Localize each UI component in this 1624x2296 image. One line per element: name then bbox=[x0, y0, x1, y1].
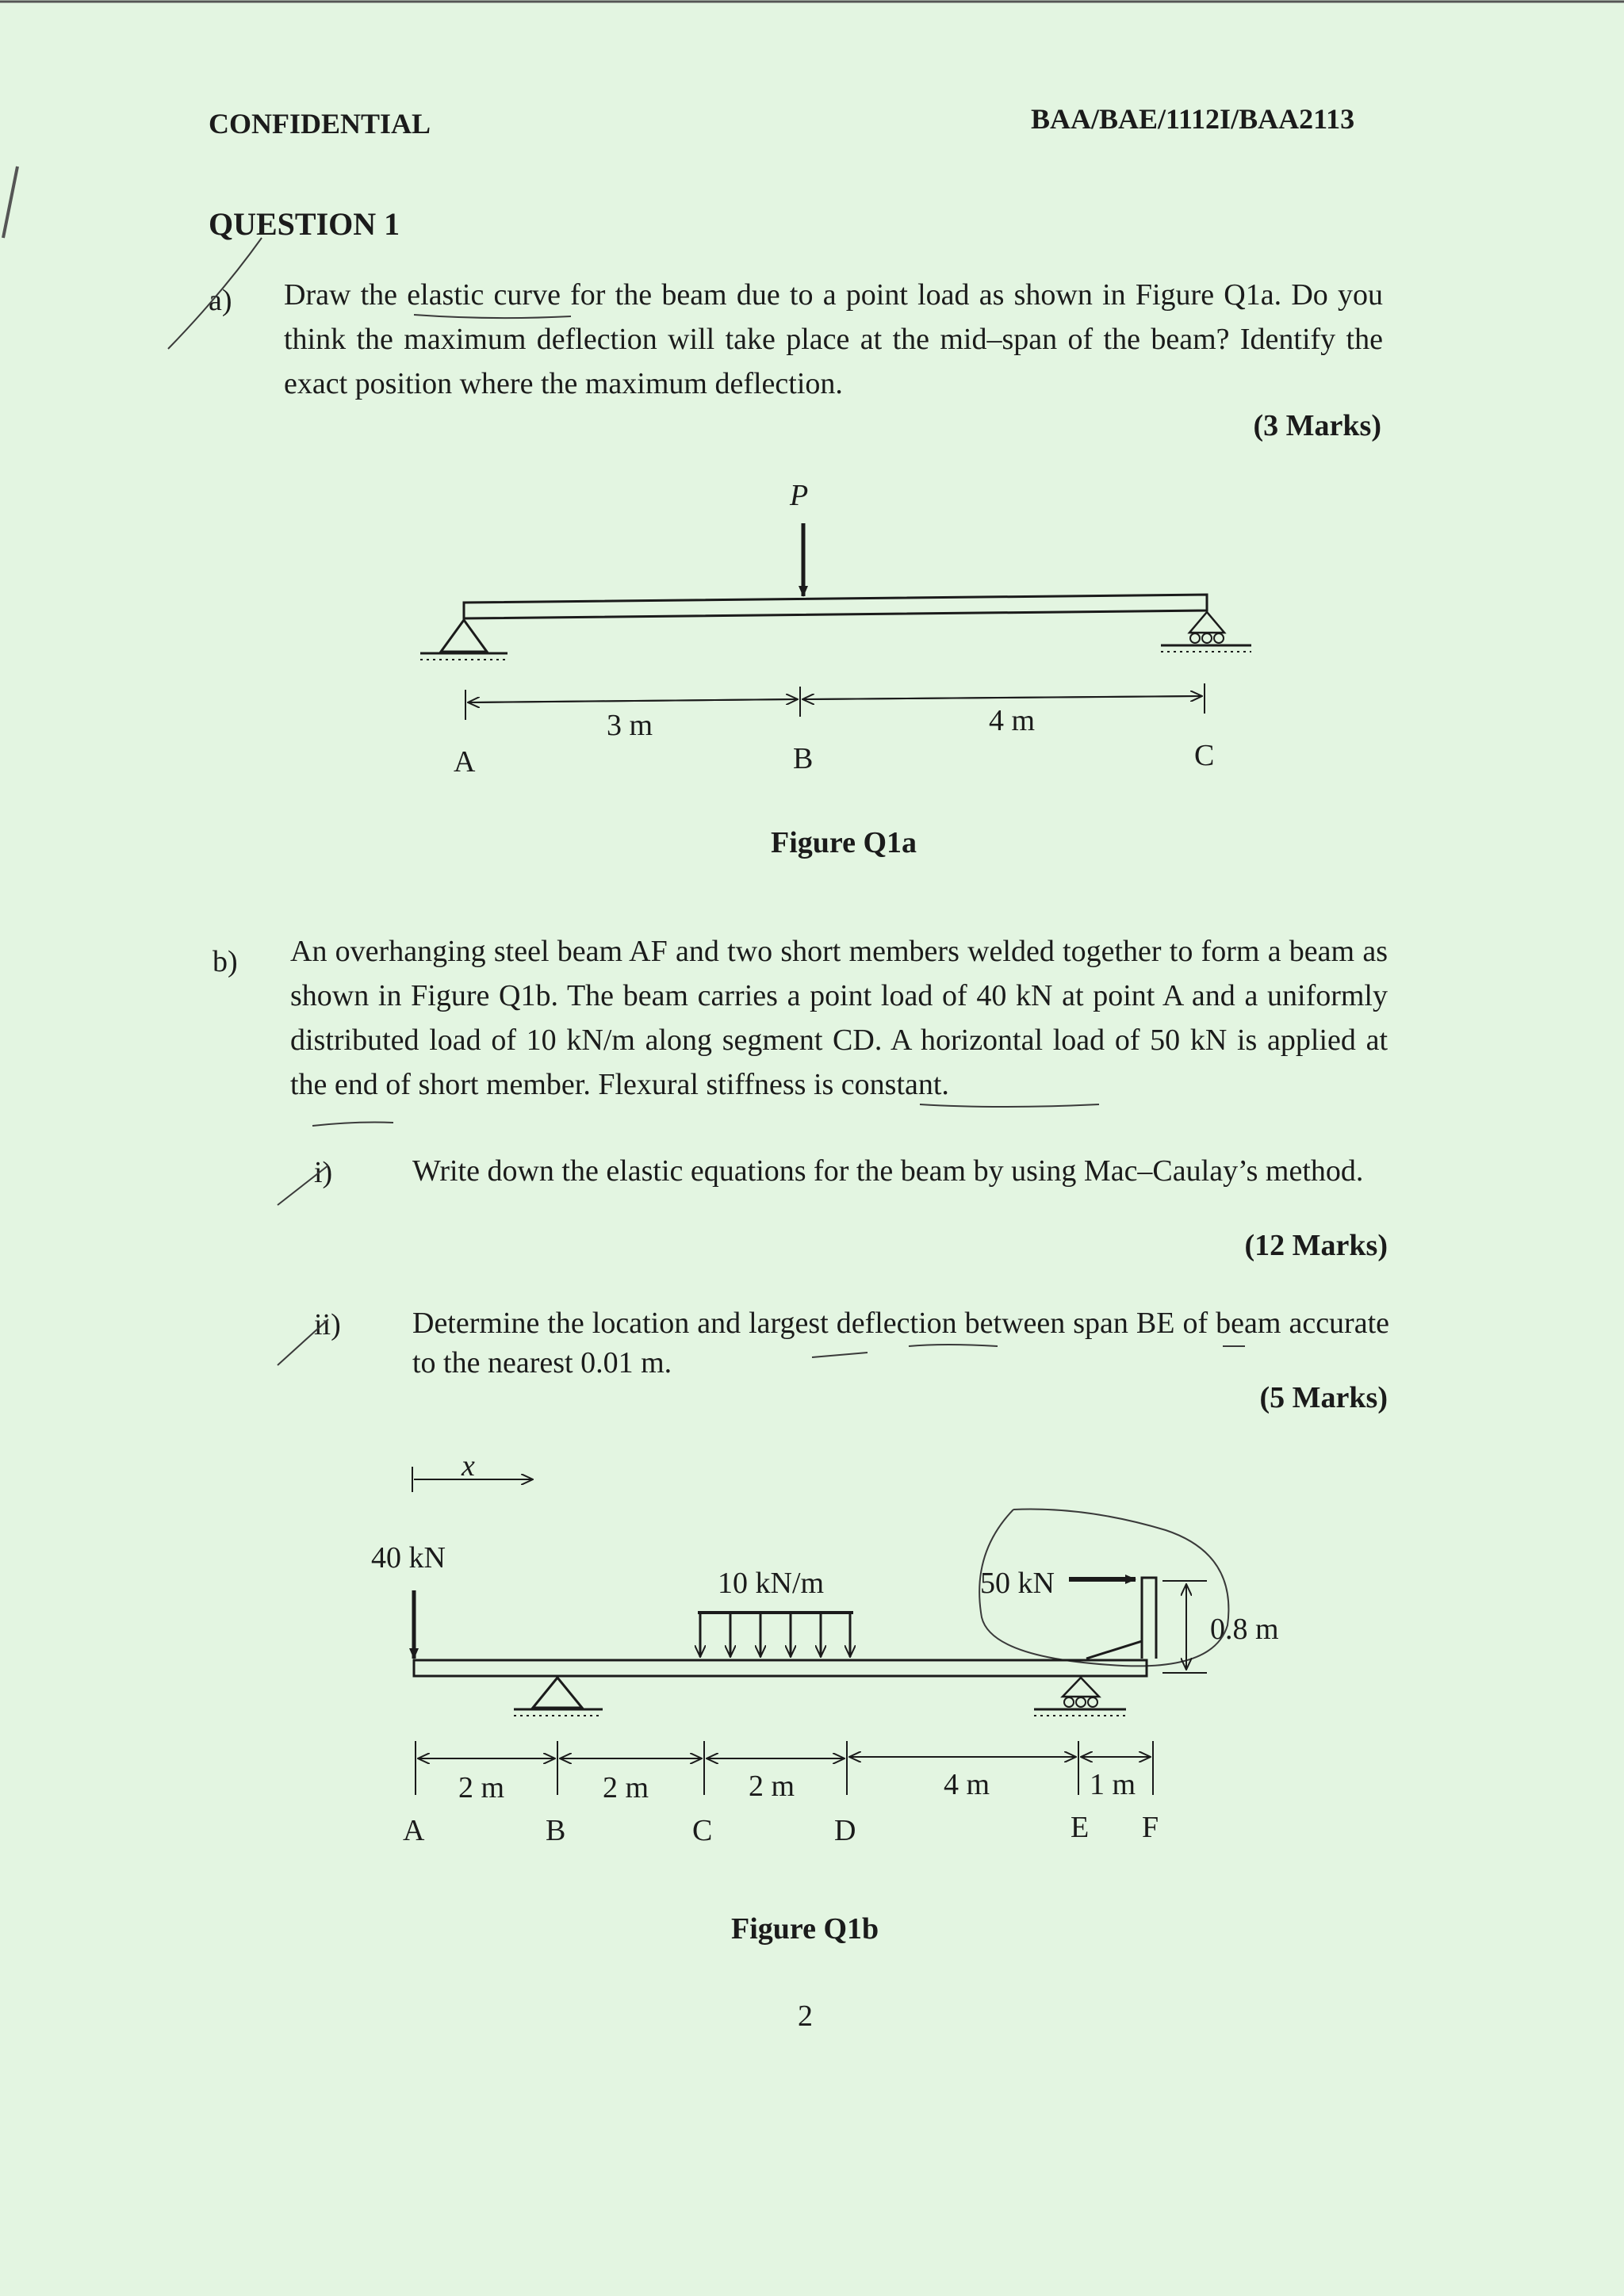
point-a-b-label: A bbox=[403, 1814, 425, 1847]
short-members bbox=[1086, 1578, 1156, 1659]
dim-bc-label: 2 m bbox=[603, 1771, 649, 1804]
beam-q1a bbox=[464, 595, 1207, 618]
udl-label: 10 kN/m bbox=[718, 1567, 825, 1600]
point-b-label: B bbox=[793, 742, 814, 775]
part-b-text: An overhanging steel beam AF and two short members welded together to form a beam as shown in Figure Q1b. The beam carries a point load of 40 kN at point A and a uniformly distributed load of 10 kN/m along segment CD. A horizontal load of 50 kN is applied at the end of short member. Flexural stiffness is constant. bbox=[290, 935, 1388, 1101]
dim-ab-label: 2 m bbox=[458, 1771, 505, 1804]
part-a-label: a) bbox=[209, 284, 232, 317]
sub-i-text: Write down the elastic equations for the beam by using Mac–Caulay’s method. bbox=[412, 1154, 1364, 1188]
question-title: QUESTION 1 bbox=[209, 206, 400, 242]
figure-q1a-caption: Figure Q1a bbox=[771, 826, 917, 859]
dim-3m-label: 3 m bbox=[607, 709, 653, 742]
point-c-label: C bbox=[1194, 739, 1215, 772]
figure-q1b bbox=[412, 1467, 1207, 1795]
sub-ii-text: Determine the location and largest deflection between span BE of beam accurate to the nearest 0.01 m. bbox=[412, 1307, 1389, 1380]
pin-support-a bbox=[441, 620, 487, 652]
height-label: 0.8 m bbox=[1210, 1613, 1279, 1646]
point-load-label: 40 kN bbox=[371, 1541, 446, 1575]
pen-marks bbox=[168, 238, 1245, 1666]
dim-ef-label: 1 m bbox=[1090, 1768, 1136, 1801]
sub-ii-label: ii) bbox=[314, 1308, 341, 1341]
page-number: 2 bbox=[798, 1999, 813, 2033]
point-a-label: A bbox=[454, 745, 476, 779]
horizontal-load-label: 50 kN bbox=[980, 1567, 1055, 1600]
sub-i-label: i) bbox=[314, 1156, 333, 1189]
x-axis-label: x bbox=[462, 1449, 475, 1483]
dim-4m-label: 4 m bbox=[989, 704, 1036, 737]
beam-af bbox=[414, 1660, 1147, 1676]
sub-ii-marks: (5 Marks) bbox=[1259, 1381, 1388, 1414]
dim-de-label: 4 m bbox=[944, 1768, 990, 1801]
pin-support-b bbox=[533, 1678, 582, 1708]
part-a-marks: (3 Marks) bbox=[1253, 409, 1381, 442]
udl-arrows bbox=[698, 1613, 853, 1657]
figure-q1b-caption: Figure Q1b bbox=[731, 1912, 879, 1946]
part-a-text: Draw the elastic curve for the beam due to a point load as shown in Figure Q1a. Do you think the maximum deflection will take place at the mid–span of the beam? Identify the exact position where the maximum deflection. bbox=[284, 278, 1383, 400]
point-e-b-label: E bbox=[1071, 1811, 1090, 1844]
part-b-label: b) bbox=[213, 945, 238, 978]
sub-i-marks: (12 Marks) bbox=[1244, 1229, 1388, 1262]
figure-q1a bbox=[420, 523, 1251, 720]
confidential-label: CONFIDENTIAL bbox=[209, 108, 431, 140]
course-code: BAA/BAE/1112I/BAA2113 bbox=[1031, 103, 1355, 135]
point-f-b-label: F bbox=[1142, 1811, 1159, 1844]
point-d-b-label: D bbox=[834, 1814, 856, 1847]
dimension-line-q1b bbox=[416, 1741, 1153, 1795]
point-b-b-label: B bbox=[546, 1814, 566, 1847]
roller-support-e bbox=[1063, 1678, 1099, 1697]
point-c-b-label: C bbox=[692, 1814, 713, 1847]
dim-cd-label: 2 m bbox=[749, 1770, 795, 1803]
roller-support-c bbox=[1189, 612, 1224, 633]
scan-mark bbox=[3, 166, 17, 238]
load-p-label: P bbox=[790, 479, 809, 512]
